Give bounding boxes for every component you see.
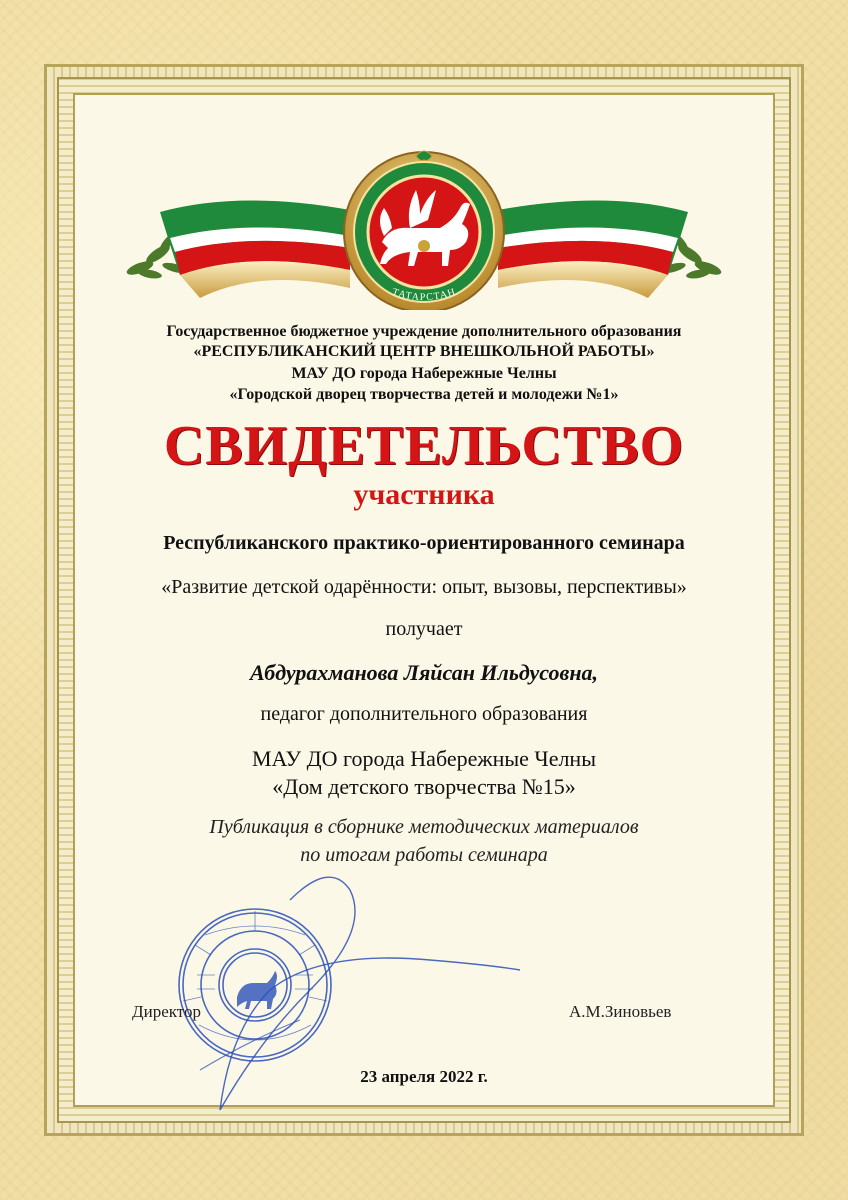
org-line-1: Государственное бюджетное учреждение дополнительного образования <box>166 323 682 340</box>
tatarstan-emblem-icon <box>120 150 728 310</box>
event-type: Республиканского практико-ориентированного семинара <box>163 532 685 554</box>
emblem-ribbon-text: ТАТАРСТАН <box>390 286 458 304</box>
signature-role: Директор <box>132 1002 201 1021</box>
certificate-date: 23 апреля 2022 г. <box>360 1067 488 1086</box>
recipient-org-line-1: МАУ ДО города Набережные Челны <box>252 746 596 771</box>
org-line-3: МАУ ДО города Набережные Челны <box>291 365 557 382</box>
certificate-title: СВИДЕТЕЛЬСТВО <box>163 415 685 477</box>
org-line-4: «Городской дворец творчества детей и молодежи №1» <box>229 386 619 403</box>
org-line-2: «РЕСПУБЛИКАНСКИЙ ЦЕНТР ВНЕШКОЛЬНОЙ РАБОТЫ» <box>193 343 655 360</box>
note-line-1: Публикация в сборнике методических материалов <box>209 816 639 838</box>
signature-name: А.М.Зиновьев <box>569 1002 672 1021</box>
event-name: «Развитие детской одарённости: опыт, вызовы, перспективы» <box>161 576 687 598</box>
receives-text: получает <box>385 618 463 640</box>
recipient-org-line-2: «Дом детского творчества №15» <box>272 774 576 799</box>
recipient-position: педагог дополнительного образования <box>260 703 588 725</box>
certificate-subtitle: участника <box>353 478 495 511</box>
note-line-2: по итогам работы семинара <box>300 844 548 866</box>
recipient-name: Абдурахманова Ляйсан Ильдусовна, <box>249 660 599 685</box>
